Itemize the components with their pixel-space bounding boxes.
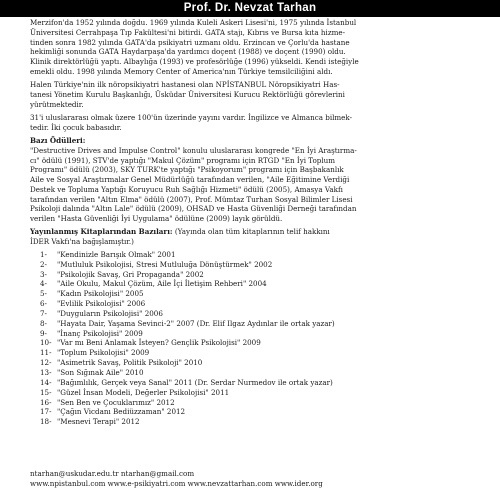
book-list-item [30, 260, 470, 270]
book-title: "Duyguların Psikolojisi" 2006 [57, 308, 163, 318]
book-list-item [30, 299, 470, 309]
book-number: 1- [40, 249, 47, 259]
text-line: Destek ve Topluma Yaptığı Koruyucu Ruh Sağlığı Hizmeti" ödülü (2005), Amasya Vakfı [30, 184, 343, 194]
book-list [30, 250, 470, 427]
book-list-item [30, 338, 470, 348]
book-title: "Son Sığınak Aile" 2010 [57, 368, 144, 377]
awards-heading: Bazı Ödülleri: [30, 136, 86, 146]
book-number: 5- [40, 289, 47, 299]
book-number: 11- [40, 348, 52, 358]
book-number: 3- [40, 269, 47, 279]
book-title: "Psikolojik Savaş, Gri Propaganda" 2002 [57, 269, 204, 279]
text-line: hekimliği sonunda GATA Haydarpaşa'da yardımcı doçent (1988) ve doçent (1990) oldu. [30, 47, 346, 57]
book-number: 9- [40, 328, 47, 338]
book-list-item [30, 417, 470, 427]
book-list-item [30, 319, 470, 329]
book-list-item [30, 279, 470, 289]
book-title: "Aile Okulu, Makul Çözüm, Aile İçi İletişim Rehberi" 2004 [57, 279, 267, 289]
book-title: "Mesnevi Terapi" 2012 [57, 417, 140, 427]
bio-paragraph-2 [30, 80, 470, 109]
page-title: Prof. Dr. Nevzat Tarhan [0, 0, 500, 17]
main-content [30, 18, 470, 431]
text-line: "Destructive Drives and Impulse Control" konulu uluslararası kongrede "En İyi Araştırma- [30, 145, 357, 155]
bio-paragraph-3 [30, 113, 470, 133]
book-number: 8- [40, 318, 47, 328]
books-heading-line [30, 227, 470, 237]
book-number: 18- [40, 417, 52, 427]
books-heading: Yayınlanmış Kitaplarından Bazıları: [30, 227, 173, 237]
books-section [30, 227, 470, 427]
book-list-item [30, 329, 470, 339]
book-title: "Asimetrik Savaş, Politik Psikoloji" 2010 [57, 358, 203, 368]
bio-paragraph-1 [30, 18, 470, 77]
book-title: "Evlilik Psikolojisi" 2006 [57, 299, 146, 309]
text-line: Klinik direktörlüğü yaptı. Albaylığa (1993) ve profesörlüğe (1996) yükseldi. Kendi isteğiyle [30, 57, 359, 66]
text-line: tanesi Yönetim Kurulu Başkanlığı, Üsküdar Üniversitesi Kurucu Rektörlüğü görevlerini [30, 89, 345, 99]
text-line: Programı" ödülü (2003), SKY TURK'te yaptığı "Psikoyorum" programı için Başbakanlık [30, 165, 344, 175]
book-list-item [30, 388, 470, 398]
contact-emails: ntarhan@uskudar.edu.tr ntarhan@gmail.com [30, 469, 195, 478]
contact-websites: www.npistanbul.com www.e-psikiyatri.com www.nevzattarhan.com www.ider.org [30, 478, 323, 488]
book-list-item [30, 378, 470, 388]
contact-footer [30, 469, 470, 489]
book-list-item [30, 309, 470, 319]
book-number: 17- [40, 407, 52, 417]
book-title: "Var mı Beni Anlamak İsteyen? Gençlik Psikolojisi" 2009 [57, 338, 261, 348]
book-number: 6- [40, 299, 47, 309]
book-number: 16- [40, 397, 52, 407]
book-title: "Bağımlılık, Gerçek veya Sanal" 2011 (Dr. Serdar Nurmedov ile ortak yazar) [57, 377, 333, 387]
book-number: 14- [40, 377, 52, 387]
book-list-item [30, 289, 470, 299]
book-title: "Sen Ben ve Çocuklarımız" 2012 [57, 397, 175, 407]
book-number: 15- [40, 387, 52, 397]
book-title: "Kendinizle Barışık Olmak" 2001 [57, 249, 176, 259]
book-list-item [30, 407, 470, 417]
book-number: 10- [40, 338, 52, 348]
text-line: Üniversitesi Cerrahpaşa Tıp Fakültesi'ni bitirdi. GATA stajı, Kıbrıs ve Bursa kıta hizme- [30, 27, 345, 37]
text-line: tarafından verilen "Altın Elma" ödülü (2007), Prof. Mümtaz Turhan Sosyal Bilimler Lisesi [30, 194, 353, 204]
book-title: "Kadın Psikolojisi" 2005 [57, 289, 144, 299]
book-title: "Toplum Psikolojisi" 2009 [57, 348, 150, 358]
book-number: 4- [40, 279, 47, 289]
text-line: yürütmektedir. [30, 99, 84, 109]
book-list-item [30, 368, 470, 378]
book-title: "Hayata Dair, Yaşama Sevinci-2" 2007 (Dr. Elif Ilgaz Aydınlar ile ortak yazar) [57, 318, 335, 328]
books-note-line: İDER Vakfı'na bağışlamıştır.) [30, 237, 134, 247]
text-line: cı" ödülü (1991), STV'de yaptığı "Makul Çözüm" programı için RTGD "En İyi Toplum [30, 155, 336, 165]
book-title: "Güzel İnsan Modeli, Değerler Psikolojisi" 2011 [57, 387, 230, 397]
awards-section [30, 136, 470, 224]
text-line: emekli oldu. 1998 yılında Memory Center of America'nın Türkiye temsilciliğini aldı. [30, 66, 333, 76]
book-list-item [30, 348, 470, 358]
book-number: 7- [40, 308, 47, 318]
text-line: Psikoloji dalında "Altın Lale" ödülü (2009), OHSAD ve Hasta Güvenliği Derneği tarafından [30, 204, 357, 214]
text-line: Aile ve Sosyal Araştırmalar Genel Müdürlüğü tarafından verilen, "Aile Eğitimine Verdiği [30, 175, 350, 185]
book-title: "İnanç Psikolojisi" 2009 [57, 328, 143, 338]
book-number: 13- [40, 368, 52, 377]
book-title: "Çağın Vicdanı Bediüzzaman" 2012 [57, 407, 186, 417]
text-line: tedir. İki çocuk babasıdır. [30, 122, 122, 132]
text-line: tinden sonra 1982 yılında GATA'da psikiyatri uzmanı oldu. Erzincan ve Çorlu'da hastane [30, 37, 350, 47]
text-line: verilen "Hasta Güvenliği İyi Uygulama" ödülüne (2009) layık görüldü. [30, 214, 283, 224]
book-list-item [30, 270, 470, 280]
book-list-item [30, 250, 470, 260]
book-number: 12- [40, 358, 52, 368]
book-list-item [30, 358, 470, 368]
book-number: 2- [40, 259, 47, 269]
book-list-item [30, 398, 470, 408]
text-line: 31'i uluslararası olmak üzere 100'ün üzerinde yayını vardır. İngilizce ve Almanca bilmek- [30, 112, 353, 122]
book-title: "Mutluluk Psikolojisi, Stresi Mutluluğa Dönüştürmek" 2002 [57, 259, 273, 269]
text-line: Merzifon'da 1952 yılında doğdu. 1969 yılında Kuleli Askeri Lisesi'ni, 1975 yılında İstanbul [30, 18, 357, 27]
text-line: Halen Türkiye'nin ilk nöropsikiyatri hastanesi olan NPİSTANBUL Nöropsikiyatri Has- [30, 80, 340, 90]
books-note: (Yayında olan tüm kitaplarının telif hakkını [172, 227, 330, 237]
